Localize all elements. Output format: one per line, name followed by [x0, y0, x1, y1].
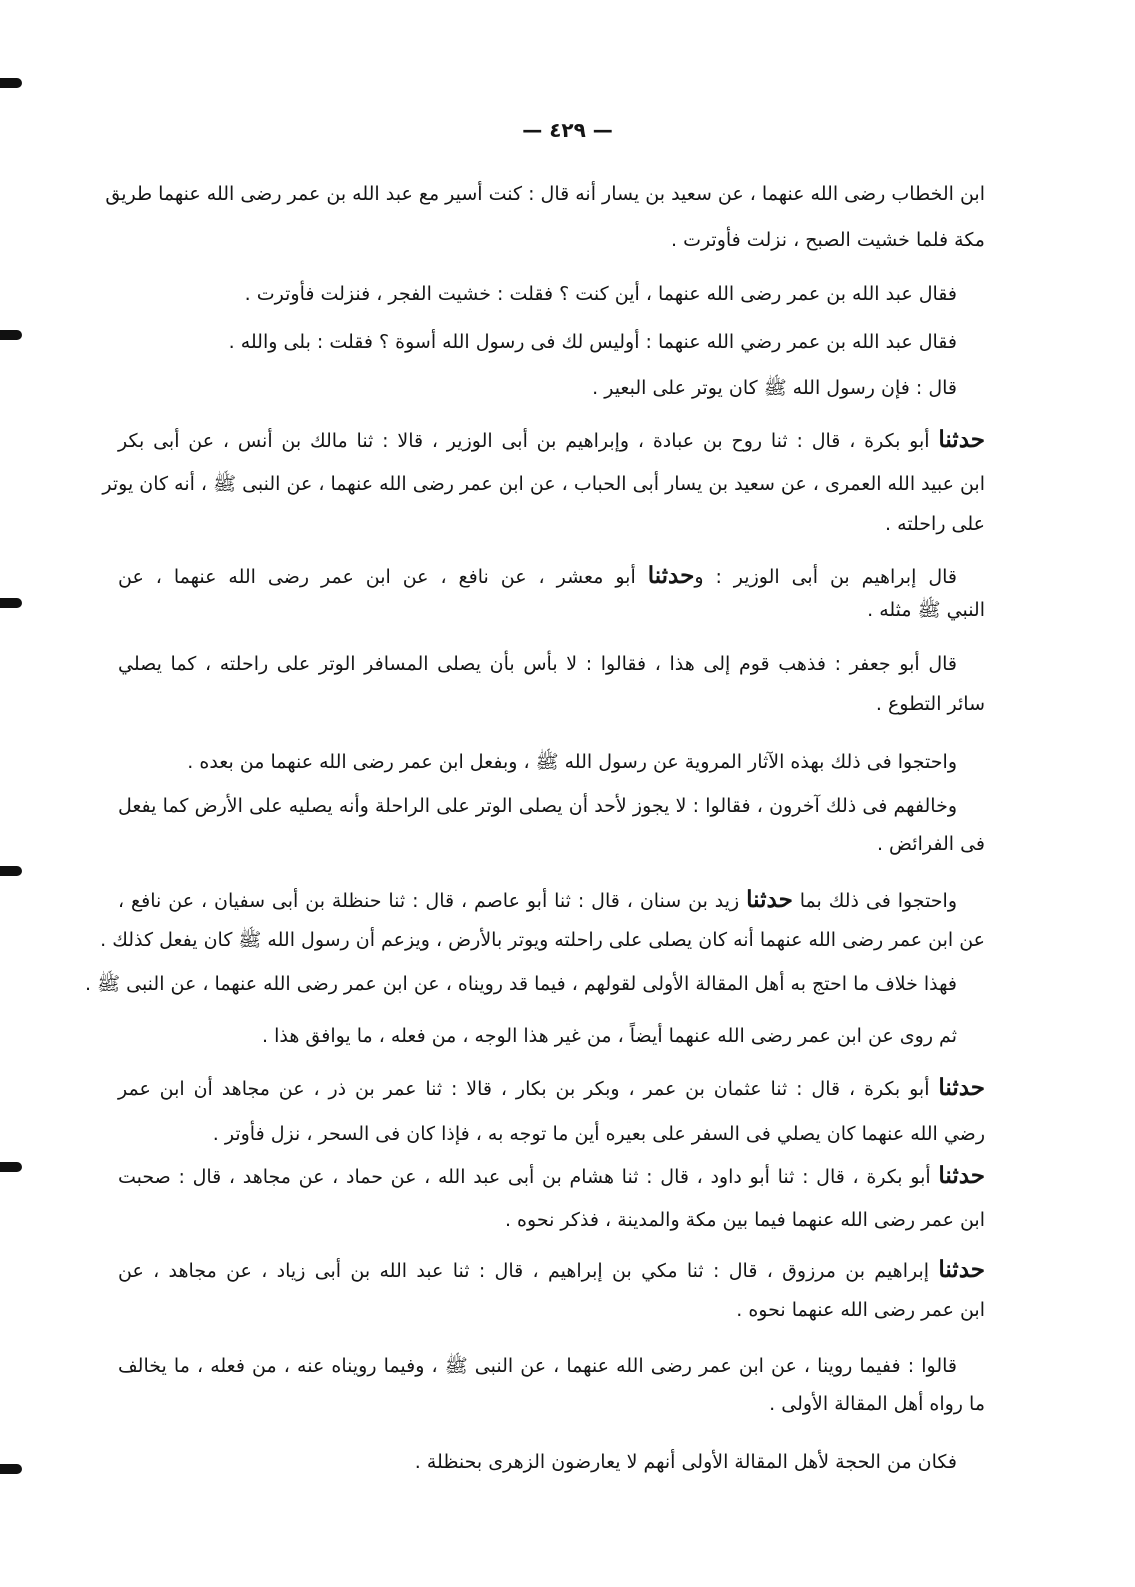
- haddathana-marker: حدثنا: [647, 562, 695, 589]
- text-line: فكان من الحجة لأهل المقالة الأولى أنهم لا يعارضون الزهرى بحنظلة .: [414, 1451, 957, 1473]
- text-line: على راحلته .: [885, 513, 985, 535]
- hadith-line: [118, 1256, 985, 1286]
- text-line: رضي الله عنهما كان يصلي فى السفر على بعيره أين ما توجه به ، فإذا كان فى السحر ، نزل فأوتر .: [212, 1123, 985, 1145]
- haddathana-marker: حدثنا: [746, 886, 793, 913]
- text-line: سائر التطوع .: [875, 693, 985, 715]
- text-line: قال أبو جعفر : فذهب قوم إلى هذا ، فقالوا : لا بأس بأن يصلى المسافر الوتر على راحلته ، كما يصلي: [118, 653, 957, 675]
- text-line: ابن عبيد الله العمرى ، عن سعيد بن يسار أبى الحباب ، عن ابن عمر رضى الله عنهما ، عن النبى ﷺ ، أنه كان يوتر: [102, 473, 985, 495]
- text-line: ما رواه أهل المقالة الأولى .: [769, 1393, 985, 1415]
- haddathana-marker: حدثنا: [938, 1074, 986, 1101]
- haddathana-marker: حدثنا: [938, 1162, 986, 1189]
- text-line: واحتجوا فى ذلك بهذه الآثار المروية عن رسول الله ﷺ ، وبفعل ابن عمر رضى الله عنهما من بعده .: [187, 751, 957, 773]
- binding-mark: [0, 330, 22, 340]
- text-line: قال : فإن رسول الله ﷺ كان يوتر على البعير .: [592, 377, 957, 399]
- text-line: قالوا : ففيما روينا ، عن ابن عمر رضى الله عنهما ، عن النبى ﷺ ، وفيما رويناه عنه ، من فعله ، ما يخالف: [118, 1355, 957, 1377]
- text-line: ابن عمر رضى الله عنهما فيما بين مكة والمدينة ، فذكر نحوه .: [504, 1209, 985, 1231]
- text-segment: أبو بكرة ، قال : ثنا روح بن عبادة ، وإبراهيم بن أبى الوزير ، قالا : ثنا مالك بن أنس ، عن أبى بكر: [118, 430, 930, 452]
- haddathana-marker: حدثنا: [938, 1256, 985, 1283]
- binding-mark: [0, 598, 22, 608]
- text-segment: أبو بكرة ، قال : ثنا عثمان بن عمر ، وبكر بن بكار ، قالا : ثنا عمر بن ذر ، عن مجاهد أن ابن عمر: [118, 1078, 930, 1100]
- text-line: فى الفرائض .: [876, 833, 985, 855]
- text-line: ثم روى عن ابن عمر رضى الله عنهما أيضاً ، من غير هذا الوجه ، من فعله ، ما يوافق هذا .: [262, 1025, 957, 1047]
- text-line: عن ابن عمر رضى الله عنهما أنه كان يصلى على راحلته ويوتر بالأرض ، ويزعم أن رسول الله ﷺ كان يفعل كذلك .: [100, 929, 985, 951]
- text-segment: قال إبراهيم بن أبى الوزير : و: [694, 566, 958, 588]
- text-line: فهذا خلاف ما احتج به أهل المقالة الأولى لقولهم ، فيما قد رويناه ، عن ابن عمر رضى الله عنهما ، عن النبى ﷺ .: [85, 973, 957, 995]
- text-line: مكة فلما خشيت الصبح ، نزلت فأوترت .: [670, 229, 985, 251]
- hadith-line: [118, 886, 957, 916]
- text-segment: أبو معشر ، عن نافع ، عن ابن عمر رضى الله عنهما ، عن: [118, 566, 636, 588]
- hadith-line: [118, 562, 957, 592]
- text-line: فقال عبد الله بن عمر رضي الله عنهما : أوليس لك فى رسول الله أسوة ؟ فقلت : بلى والله .: [228, 331, 957, 353]
- text-segment: إبراهيم بن مرزوق ، قال : ثنا مكي بن إبراهيم ، قال : ثنا عبد الله بن أبى زياد ، عن مجاهد ، عن: [118, 1260, 930, 1282]
- haddathana-marker: حدثنا: [938, 426, 985, 453]
- binding-mark: [0, 866, 22, 876]
- text-segment: زيد بن سنان ، قال : ثنا أبو عاصم ، قال : ثنا حنظلة بن أبى سفيان ، عن نافع ،: [118, 890, 740, 912]
- binding-mark: [0, 78, 22, 88]
- page-number: — ٤٢٩ —: [522, 118, 613, 142]
- text-line: ابن عمر رضى الله عنهما نحوه .: [736, 1299, 985, 1321]
- hadith-line: [118, 426, 985, 456]
- text-line: النبي ﷺ مثله .: [867, 599, 985, 621]
- text-line: ابن الخطاب رضى الله عنهما ، عن سعيد بن يسار أنه قال : كنت أسير مع عبد الله بن عمر رضى الله عنهما طريق: [105, 183, 985, 205]
- hadith-line: [118, 1074, 985, 1104]
- binding-mark: [0, 1464, 22, 1474]
- text-segment: واحتجوا فى ذلك بما: [799, 890, 957, 912]
- text-segment: أبو بكرة ، قال : ثنا أبو داود ، قال : ثنا هشام بن أبى عبد الله ، عن حماد ، عن مجاهد ، قال : صحبت: [118, 1166, 931, 1188]
- text-line: فقال عبد الله بن عمر رضى الله عنهما ، أين كنت ؟ فقلت : خشيت الفجر ، فنزلت فأوترت .: [244, 283, 957, 305]
- hadith-line: [118, 1162, 985, 1192]
- binding-mark: [0, 1162, 22, 1172]
- text-line: وخالفهم فى ذلك آخرون ، فقالوا : لا يجوز لأحد أن يصلى الوتر على الراحلة وأنه يصليه على الأرض كما يفعل: [118, 795, 957, 817]
